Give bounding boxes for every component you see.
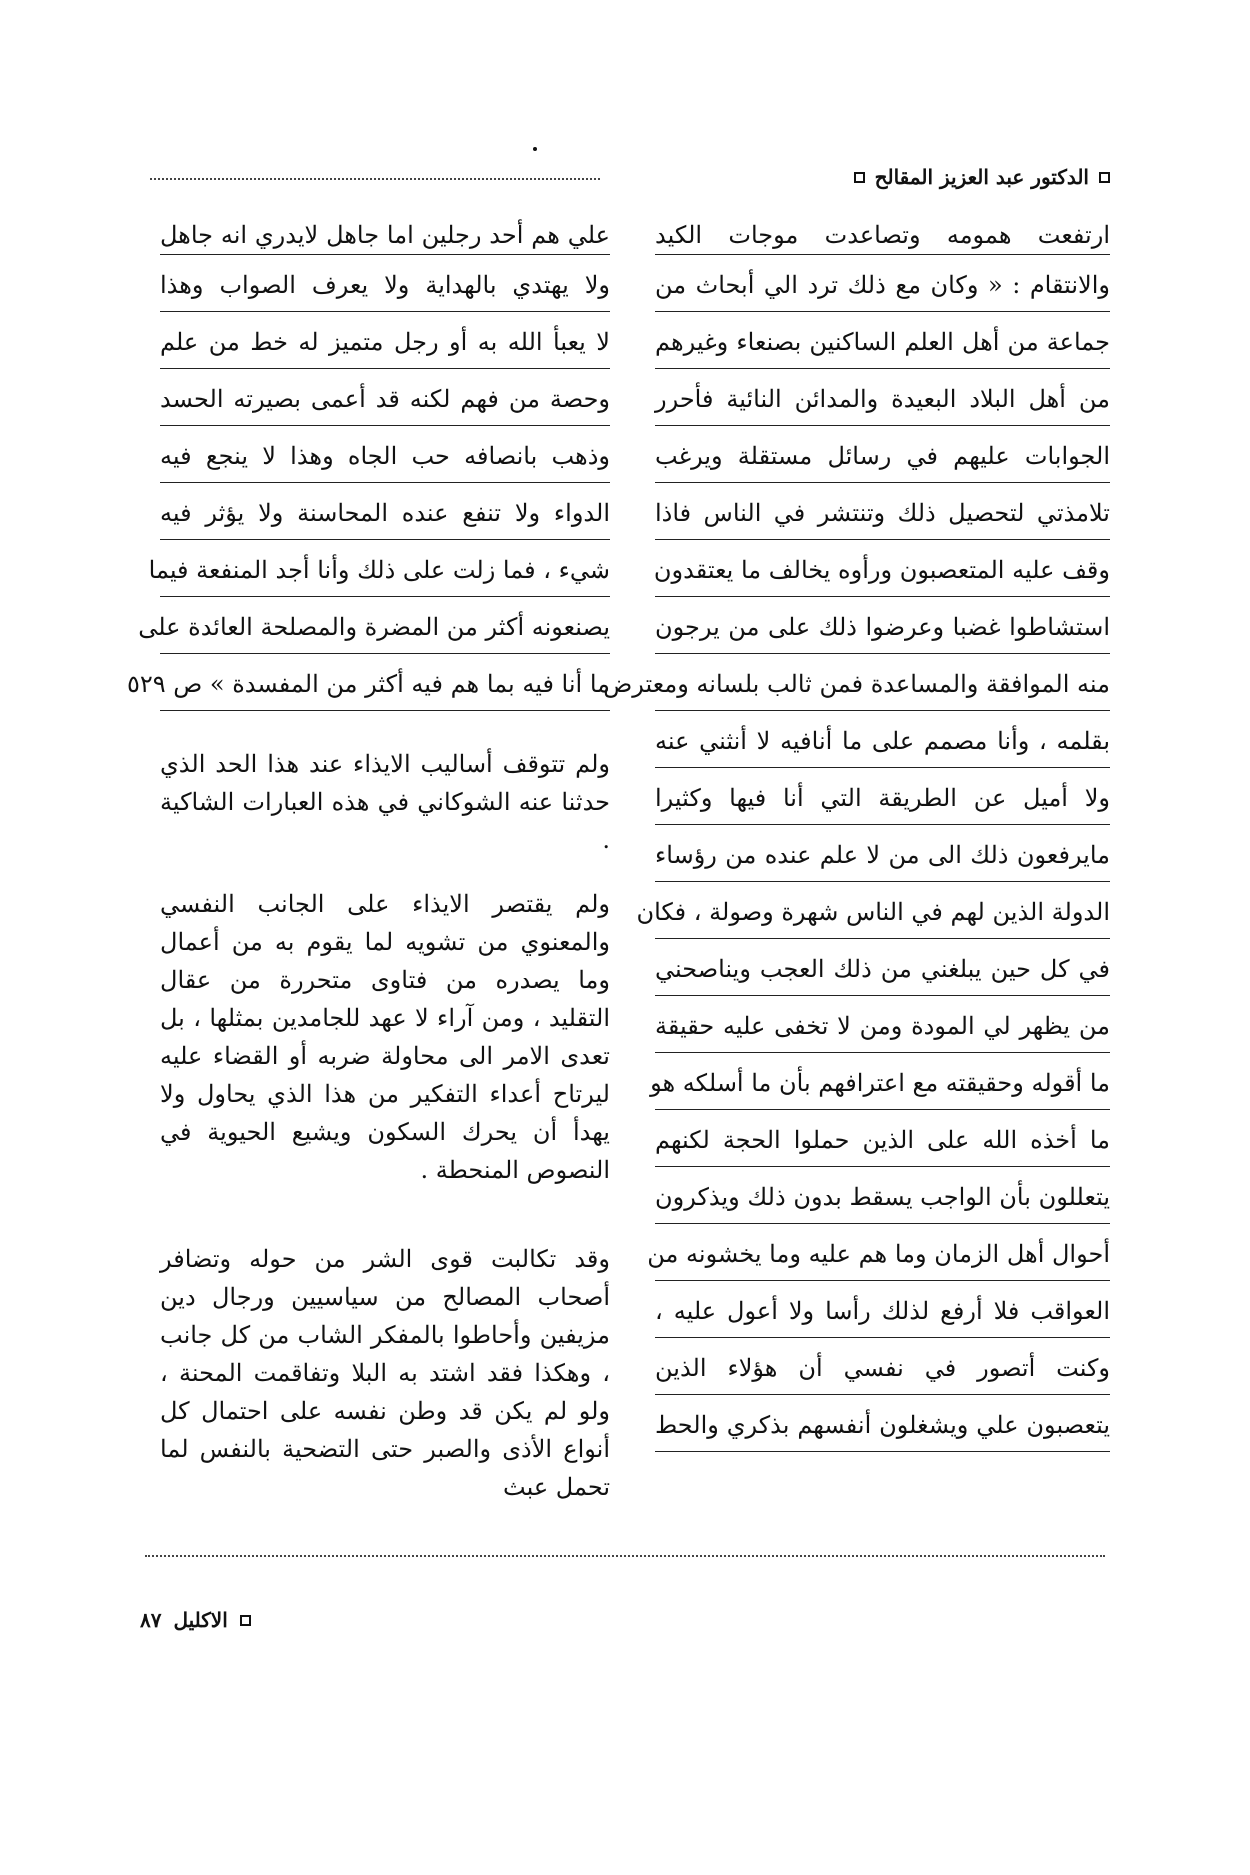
- right-column-line: وقف عليه المتعصبون ورأوه يخالف ما يعتقدون: [655, 540, 1110, 597]
- scan-speck: [533, 147, 537, 151]
- header-author: الدكتور عبد العزيز المقالح: [874, 165, 1089, 189]
- right-column-line: أحوال أهل الزمان وما هم عليه وما يخشونه من: [655, 1224, 1110, 1281]
- right-column-line: ارتفعت همومه وتصاعدت موجات الكيد: [655, 215, 1110, 255]
- right-column-line: من أهل البلاد البعيدة والمدائن النائية فأحرر: [655, 369, 1110, 426]
- right-column-line: ولا أميل عن الطريقة التي أنا فيها وكثيرا: [655, 768, 1110, 825]
- paragraph-forces-of-evil: وقد تكالبت قوى الشر من حوله وتضافر أصحاب المصالح من سياسيين ورجال دين مزيفين وأحاطوا بالمفكر الشاب من كل جانب ، وهكذا فقد اشتد به البلا وتفاقمت المحنة ، ولو لم يكن قد وطن نفسه على احتمال كل أنواع الأذى والصبر حتى التضحية بالنفس لما تحمل عبث: [160, 1245, 610, 1501]
- page-footer: [140, 1605, 251, 1635]
- left-column-quote: [126, 215, 610, 711]
- journal-title: الاكليل: [173, 1608, 228, 1632]
- right-column-line: يتعللون بأن الواجب يسقط بدون ذلك ويذكرون: [655, 1167, 1110, 1224]
- quote-line: شيء ، فما زلت على ذلك وأنا أجد المنفعة فيما: [160, 540, 610, 597]
- square-bullet-icon: [240, 1615, 251, 1626]
- quote-line: الدواء ولا تنفع عنده المحاسنة ولا يؤثر فيه: [160, 483, 610, 540]
- quote-line: يصنعونه أكثر من المضرة والمصلحة العائدة على: [160, 597, 610, 654]
- right-column-line: مايرفعون ذلك الى من لا علم عنده من رؤساء: [655, 825, 1110, 882]
- quote-line: وحصة من فهم لكنه قد أعمى بصيرته الحسد: [160, 369, 610, 426]
- quote-line: ما أنا فيه بما هم فيه أكثر من المفسدة » ص ٥٢٩: [160, 654, 610, 711]
- page-number: ٨٧: [140, 1608, 162, 1632]
- right-column-line: منه الموافقة والمساعدة فمن ثالب بلسانه ومعترض: [655, 654, 1110, 711]
- paragraph-abuse-continued: ولم تتوقف أساليب الايذاء عند هذا الحد الذي حدثنا عنه الشوكاني في هذه العبارات الشاكية .: [160, 750, 610, 854]
- right-column-line: العواقب فلا أرفع لذلك رأسا ولا أعول عليه ،: [655, 1281, 1110, 1338]
- right-column-line: يتعصبون علي ويشغلون أنفسهم بذكري والحط: [655, 1395, 1110, 1452]
- quote-line: لا يعبأ الله به أو رجل متميز له خط من علم: [160, 312, 610, 369]
- right-column-line: بقلمه ، وأنا مصمم على ما أنافيه لا أنثني عنه: [655, 711, 1110, 768]
- right-column-line: في كل حين يبلغني من ذلك العجب ويناصحني: [655, 939, 1110, 996]
- header-dotted-rule: [150, 178, 600, 180]
- right-column-line: والانتقام : « وكان مع ذلك ترد الي أبحاث من: [655, 255, 1110, 312]
- right-column-line: الدولة الذين لهم في الناس شهرة وصولة ، فكان: [655, 882, 1110, 939]
- right-column-line: استشاطوا غضبا وعرضوا ذلك على من يرجون: [655, 597, 1110, 654]
- square-bullet-icon: [1099, 172, 1110, 183]
- right-column-line: من يظهر لي المودة ومن لا تخفى عليه حقيقة: [655, 996, 1110, 1053]
- paragraph-beyond-psychological: ولم يقتصر الايذاء على الجانب النفسي والمعنوي من تشويه لما يقوم به من أعمال وما يصدره من فتاوى متحررة من عقال التقليد ، ومن آراء لا عهد للجامدين بمثلها ، بل تعدى الامر الى محاولة ضربه أو القضاء عليه ليرتاح أعداء التفكير من هذا الذي يحاول ولا يهدأ أن يحرك السكون ويشيع الحيوية في النصوص المنحطة .: [160, 890, 610, 1184]
- square-bullet-icon: [854, 172, 865, 183]
- footer-dotted-rule: [145, 1555, 1105, 1557]
- right-column: [603, 215, 1110, 1452]
- running-header: [640, 157, 1110, 197]
- right-column-line: وكنت أتصور في نفسي أن هؤلاء الذين: [655, 1338, 1110, 1395]
- quote-line: ولا يهتدي بالهداية ولا يعرف الصواب وهذا: [160, 255, 610, 312]
- right-column-line: جماعة من أهل العلم الساكنين بصنعاء وغيرهم: [655, 312, 1110, 369]
- right-column-line: الجوابات عليهم في رسائل مستقلة ويرغب: [655, 426, 1110, 483]
- quote-line: علي هم أحد رجلين اما جاهل لايدري انه جاهل: [160, 215, 610, 255]
- right-column-line: ما أخذه الله على الذين حملوا الحجة لكنهم: [655, 1110, 1110, 1167]
- right-column-line: تلامذتي لتحصيل ذلك وتنتشر في الناس فاذا: [655, 483, 1110, 540]
- right-column-line: ما أقوله وحقيقته مع اعترافهم بأن ما أسلكه هو: [655, 1053, 1110, 1110]
- quote-line: وذهب بانصافه حب الجاه وهذا لا ينجع فيه: [160, 426, 610, 483]
